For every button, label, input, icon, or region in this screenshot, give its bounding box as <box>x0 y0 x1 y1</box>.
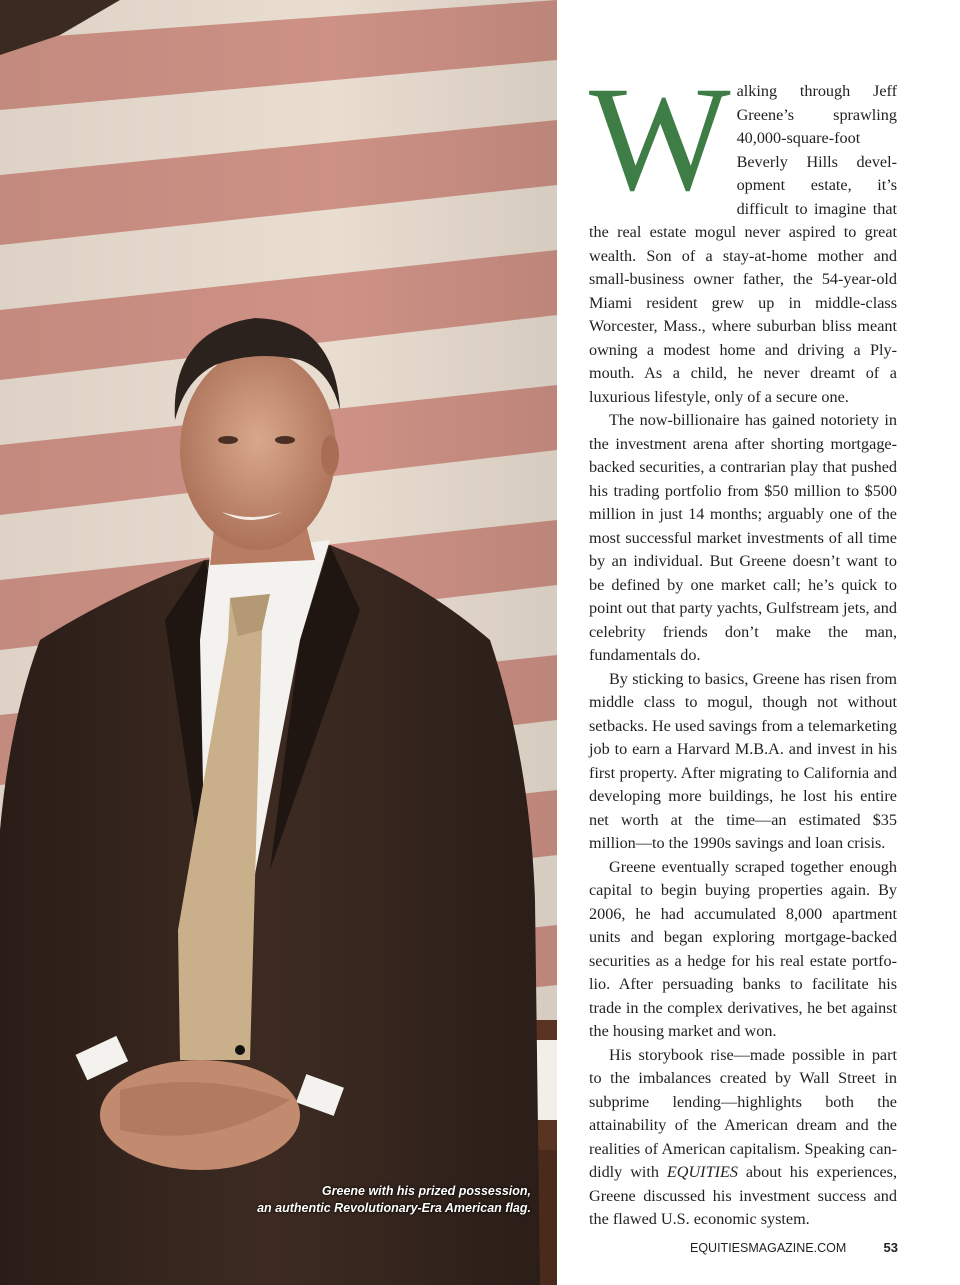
paragraph-2: The now-billionaire has gained notoriety in the investment arena after shorting mortgage-backed securities, a contrarian play that pushed his trading portfolio from $50 million to $500 million in just 14 months; arguably one of the most successful market investments of all time by an individual. But Greene doesn’t want to be defined by one market call; he’s quick to point out that party yachts, Gulfstream jets, and celebrity friends don’t make the man, fundamentals do. <box>589 411 897 664</box>
paragraph-5 <box>589 1044 897 1232</box>
photo-caption <box>111 1183 531 1217</box>
page-footer <box>690 1240 898 1255</box>
magazine-name: EQUITIES <box>666 1163 738 1181</box>
article-body <box>589 56 898 1232</box>
paragraph-1: alking through Jeff Greene’s sprawling 40,000-square-foot Beverly Hills development estate, it’s difficult to imagine that the real estate mogul never aspired to great wealth. Son of a stay-at-home mother and small-business owner father, the 54-year-old Miami resident grew up in middle-class Worcester, Mass., where suburban bliss meant owning a modest home and driving a Plymouth. As a child, he never dreamt of a luxurious lifestyle, only of a secure one. <box>589 82 897 406</box>
drop-cap: W <box>589 56 731 222</box>
caption-line-1: Greene with his prized possession, <box>321 1184 531 1198</box>
caption-line-2: an authentic Revolutionary-Era American flag. <box>257 1201 531 1215</box>
face <box>180 350 336 550</box>
paragraph-5-text-a: His storybook rise—made possible in part to the imbalances created by Wall Street in subprime lending—highlights both the attainability of the American dream and the realities of American capitalism. Speaking candidly with <box>589 1045 897 1181</box>
website-url: EQUITIESMAGAZINE.COM <box>690 1241 847 1255</box>
paragraph-4: Greene eventually scraped together enough capital to begin buying properties again. By 2006, he had accumulated 8,000 apartment units and began exploring mortgage-backed securities as a hedge for his real estate portfolio. After persuading banks to facilitate his trade in the complex derivatives, he bet against the housing market and won. <box>589 857 897 1040</box>
paragraph-3: By sticking to basics, Greene has risen from middle class to mogul, though not without setbacks. He used savings from a telemarketing job to earn a Harvard M.B.A. and invest in his first property. After migrating to California and developing more buildings, he lost his entire net worth at the time—an estimated $35 million—to the 1990s savings and loan crisis. <box>589 669 897 852</box>
page-number: 53 <box>883 1240 898 1255</box>
paragraph-5-text-b: about his experiences, Greene discussed his investment success and the flawed U.S. economic system. <box>589 1163 898 1228</box>
